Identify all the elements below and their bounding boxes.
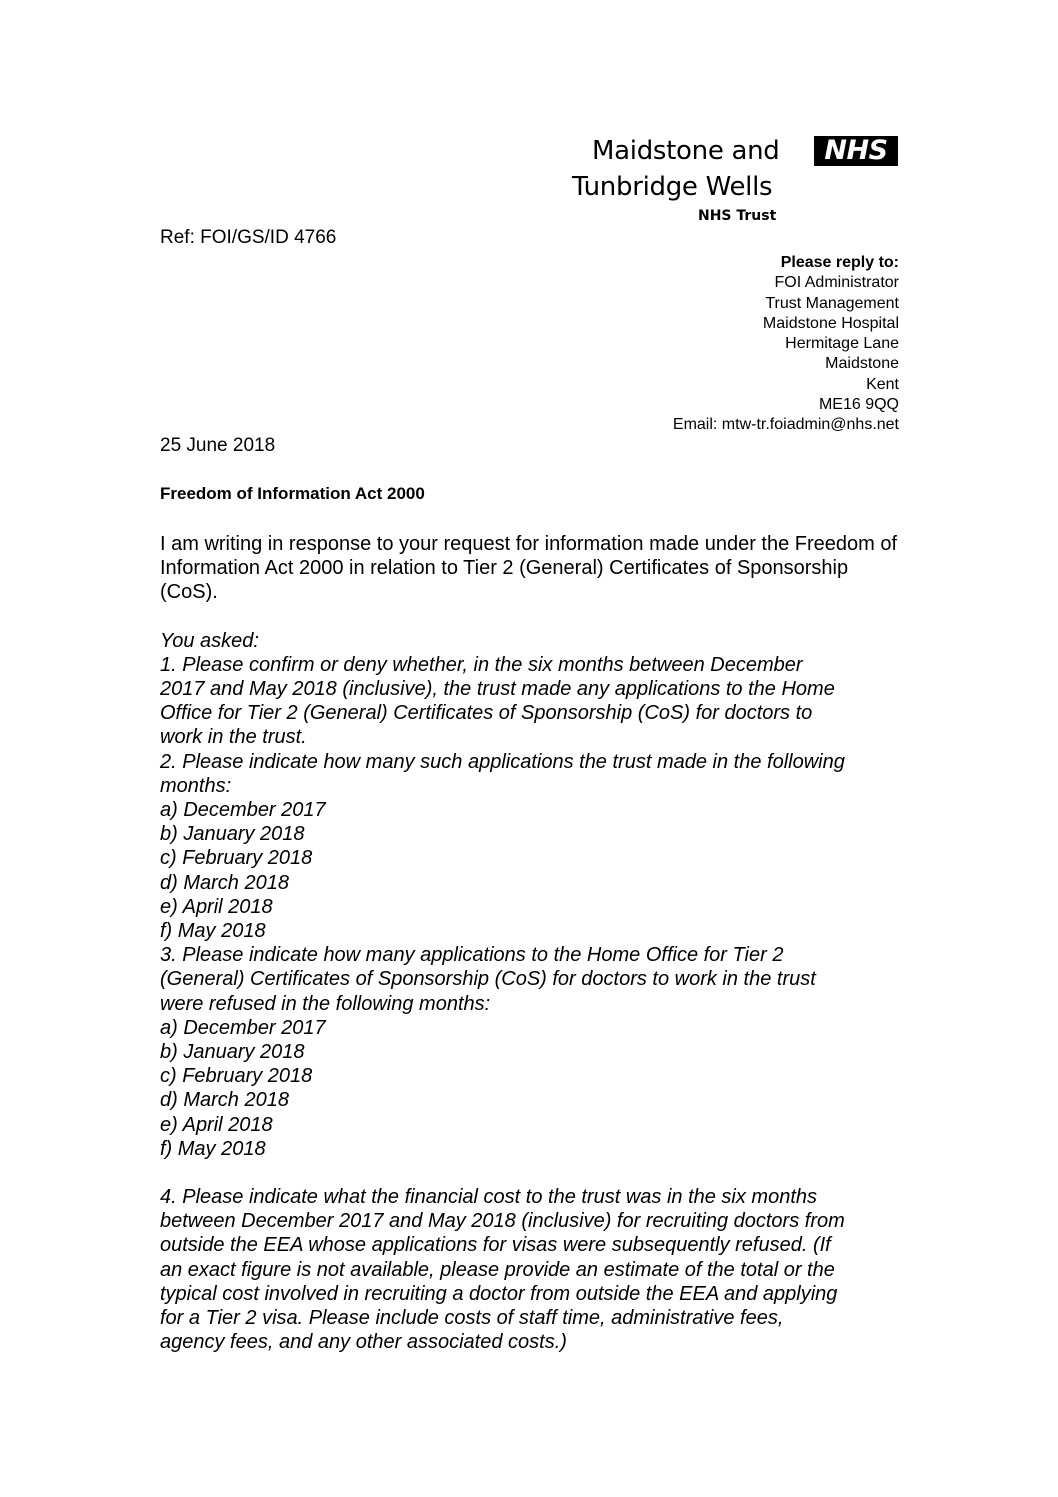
address-line: Trust Management: [765, 294, 899, 312]
address-line: Hermitage Lane: [785, 335, 899, 353]
question-3-line: (General) Certificates of Sponsorship (CoS) for doctors to work in the trust: [160, 968, 816, 991]
address-line: ME16 9QQ: [818, 396, 899, 414]
question-3-line: were refused in the following months:: [160, 992, 491, 1015]
question-4-line: outside the EEA whose applications for visas were subsequently refused. (If: [160, 1234, 831, 1257]
question-1-line: work in the trust.: [160, 726, 307, 749]
letter-date: 25 June 2018: [160, 435, 276, 456]
question-4-line: typical cost involved in recruiting a doctor from outside the EEA and applying: [160, 1282, 838, 1305]
question-1-line: Office for Tier 2 (General) Certificates of Sponsorship (CoS) for doctors to: [160, 702, 813, 725]
email-line: Email: mtw-tr.foiadmin@nhs.net: [672, 416, 899, 434]
intro-paragraph: I am writing in response to your request for information made under the Freedom of Information Act 2000 in relation to Tier 2 (General) Certificates of Sponsorship (CoS).: [160, 533, 898, 604]
question-2-line: 2. Please indicate how many such applications the trust made in the following: [160, 750, 845, 773]
month-item: a) December 2017: [160, 1016, 326, 1039]
month-item: f) May 2018: [160, 920, 266, 943]
month-item: d) March 2018: [160, 871, 289, 894]
month-item: c) February 2018: [160, 847, 313, 870]
question-1-line: 2017 and May 2018 (inclusive), the trust made any applications to the Home: [160, 678, 835, 701]
month-item: b) January 2018: [160, 823, 305, 846]
month-item: e) April 2018: [160, 895, 273, 918]
logo-subtitle: NHS Trust: [698, 208, 777, 224]
letter-body: [160, 532, 905, 1355]
month-item: e) April 2018: [160, 1113, 273, 1136]
asked-heading: You asked:: [160, 629, 259, 652]
question-3-line: 3. Please indicate how many applications to the Home Office for Tier 2: [160, 944, 784, 967]
logo-line-2: Tunbridge Wells: [572, 172, 773, 202]
month-item: f) May 2018: [160, 1137, 266, 1160]
question-4-line: 4. Please indicate what the financial cost to the trust was in the six months: [160, 1186, 818, 1209]
nhs-badge: NHS: [814, 136, 898, 166]
month-item: b) January 2018: [160, 1041, 305, 1064]
spacer: [160, 1161, 905, 1185]
month-item: c) February 2018: [160, 1065, 313, 1088]
address-line: Kent: [866, 375, 899, 393]
address-line: FOI Administrator: [774, 274, 899, 292]
reply-address-block: [673, 253, 899, 436]
reference-number: Ref: FOI/GS/ID 4766: [160, 227, 337, 248]
question-2-line: months:: [160, 774, 232, 797]
month-item: d) March 2018: [160, 1089, 289, 1112]
question-1-line: 1. Please confirm or deny whether, in the six months between December: [160, 653, 803, 676]
question-4-line: an exact figure is not available, please provide an estimate of the total or the: [160, 1258, 835, 1281]
logo-line-1: Maidstone and: [592, 136, 780, 166]
letter-subject: Freedom of Information Act 2000: [160, 484, 425, 503]
month-item: a) December 2017: [160, 799, 326, 822]
question-4-line: between December 2017 and May 2018 (inclusive) for recruiting doctors from: [160, 1210, 845, 1233]
trust-logo: [560, 130, 905, 230]
address-line: Maidstone Hospital: [762, 314, 899, 332]
request-questions: [160, 629, 905, 1355]
question-4-line: for a Tier 2 visa. Please include costs of staff time, administrative fees,: [160, 1307, 784, 1330]
reply-heading: Please reply to:: [780, 254, 899, 271]
question-4-line: agency fees, and any other associated costs.): [160, 1331, 567, 1354]
address-line: Maidstone: [825, 355, 899, 373]
